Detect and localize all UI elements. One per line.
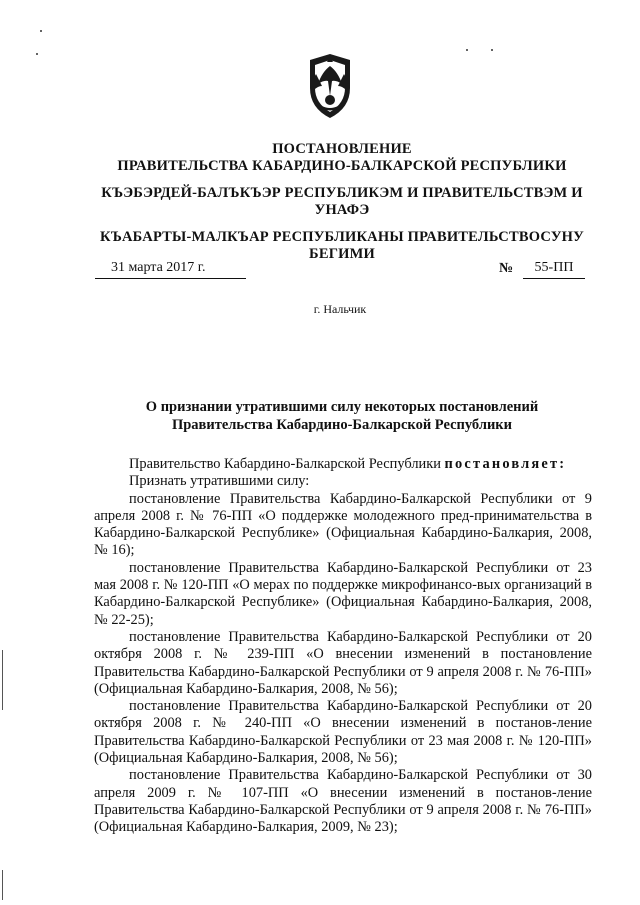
- date-number-row: [95, 260, 595, 286]
- list-item: постановление Правительства Кабардино-Балкарской Республики от 30 апреля 2009 г. № 107-ПП «О внесении изменений в постанов-ление Правительства Кабардино-Балкарской Республики от 9 апреля 2008 г. № 76-ПП» (Официальная Кабардино-Балкария, 2009, № 23);: [94, 767, 592, 836]
- list-item: постановление Правительства Кабардино-Балкарской Республики от 23 мая 2008 г. № 120-ПП «О мерах по поддержке микрофинансо-вых организаций в Кабардино-Балкарской Республике» (Официальная Кабардино-Балкария, 2008, № 22-25);: [94, 559, 592, 628]
- decree-subject: [92, 398, 592, 434]
- coat-of-arms-icon: [298, 50, 362, 122]
- list-item: постановление Правительства Кабардино-Балкарской Республики от 9 апреля 2008 г. № 76-ПП «О поддержке молодежного пред-принимательства в Кабардино-Балкарской Республике» (Официальная Кабардино-Балкария, 2008, № 16);: [94, 490, 592, 559]
- title-line: БЕГИМИ: [309, 246, 375, 262]
- scan-speck: [40, 30, 42, 32]
- intro-paragraph: [94, 456, 592, 473]
- decree-number: 55-ПП: [523, 260, 585, 279]
- title-line: КЪАБАРТЫ-МАЛКЪАР РЕСПУБЛИКАНЫ ПРАВИТЕЛЬСТВОСУНУ: [100, 229, 584, 245]
- decree-date: 31 марта 2017 г.: [95, 260, 246, 279]
- decree-title: [90, 141, 594, 175]
- decree-body: [94, 456, 592, 837]
- scan-speck: [491, 49, 493, 51]
- decree-title-balkar: [90, 229, 594, 263]
- title-line: КЪЭБЭРДЕЙ-БАЛЪКЪЭР РЕСПУБЛИКЭМ И ПРАВИТЕЛЬСТВЭМ И: [101, 185, 583, 201]
- scan-speck: [466, 49, 468, 51]
- number-label: №: [499, 261, 514, 276]
- list-item: постановление Правительства Кабардино-Балкарской Республики от 20 октября 2008 г. № 240-ПП «О внесении изменений в постанов-ление Правительства Кабардино-Балкарской Республики от 23 мая 2008 г. № 120-ПП» (Официальная Кабардино-Балкария, 2008, № 56);: [94, 698, 592, 767]
- scan-margin-mark: [2, 650, 3, 710]
- city: г. Нальчик: [313, 302, 367, 316]
- title-line: ПОСТАНОВЛЕНИЕ: [272, 141, 412, 157]
- resolves-word: постановляет:: [444, 456, 567, 472]
- list-item: постановление Правительства Кабардино-Балкарской Республики от 20 октября 2008 г. № 239-ПП «О внесении изменений в постановление Правительства Кабардино-Балкарской Республики от 9 апреля 2008 г. № 76-ПП» (Официальная Кабардино-Балкария, 2008, № 56);: [94, 628, 592, 697]
- title-line: ПРАВИТЕЛЬСТВА КАБАРДИНО-БАЛКАРСКОЙ РЕСПУБЛИКИ: [117, 158, 567, 174]
- recognize-paragraph: Признать утратившими силу:: [129, 473, 310, 490]
- scan-speck: [36, 53, 38, 55]
- decree-title-kabardian: [90, 185, 594, 219]
- intro-text: Правительство Кабардино-Балкарской Республики: [129, 456, 445, 472]
- title-line: УНАФЭ: [314, 202, 370, 218]
- subject-line: О признании утратившими силу некоторых постановлений: [145, 399, 539, 415]
- subject-line: Правительства Кабардино-Балкарской Республики: [171, 417, 513, 433]
- scan-margin-mark: [2, 870, 3, 900]
